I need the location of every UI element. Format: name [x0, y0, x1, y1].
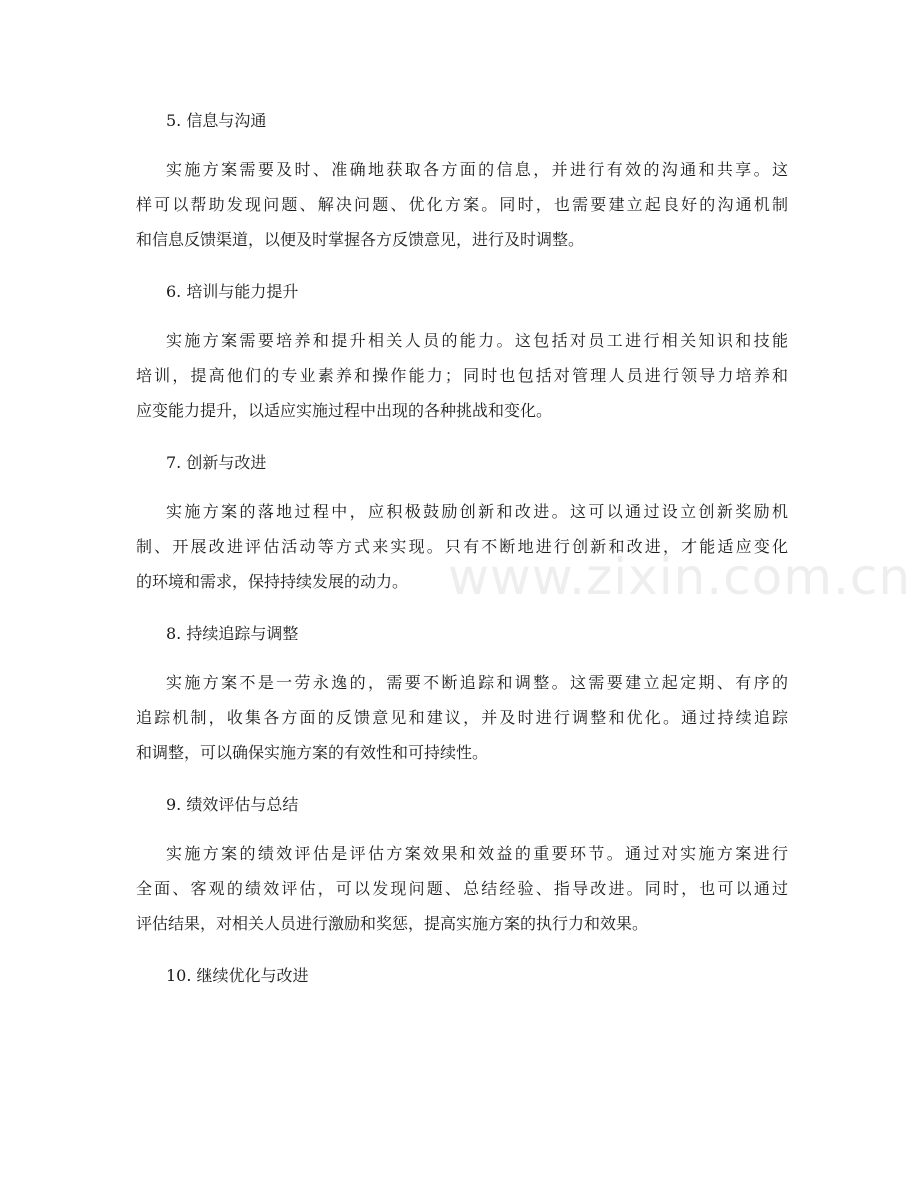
paragraph-line: 追踪机制，收集各方面的反馈意见和建议，并及时进行调整和优化。通过持续追踪 [136, 708, 788, 727]
paragraph-line: 实施方案不是一劳永逸的，需要不断追踪和调整。这需要建立起定期、有序的 [166, 673, 788, 692]
section-heading-8: 8. 持续追踪与调整 [166, 624, 299, 643]
paragraph-line: 实施方案需要及时、准确地获取各方面的信息，并进行有效的沟通和共享。这 [166, 160, 788, 179]
paragraph-line: 评估结果，对相关人员进行激励和奖惩，提高实施方案的执行力和效果。 [136, 914, 649, 933]
paragraph-line: 和调整，可以确保实施方案的有效性和可持续性。 [136, 743, 489, 762]
paragraph-line: 实施方案的落地过程中，应积极鼓励创新和改进。这可以通过设立创新奖励机 [166, 502, 788, 521]
section-heading-7: 7. 创新与改进 [166, 453, 267, 472]
paragraph-line: 样可以帮助发现问题、解决问题、优化方案。同时，也需要建立起良好的沟通机制 [136, 195, 788, 214]
paragraph-line: 培训，提高他们的专业素养和操作能力；同时也包括对管理人员进行领导力培养和 [136, 366, 788, 385]
section-heading-6: 6. 培训与能力提升 [166, 282, 299, 301]
paragraph-line: 实施方案的绩效评估是评估方案效果和效益的重要环节。通过对实施方案进行 [166, 844, 788, 863]
watermark: www.zixin.com.cn [448, 548, 912, 606]
section-paragraph-8 [136, 665, 788, 770]
paragraph-line: 应变能力提升，以适应实施过程中出现的各种挑战和变化。 [136, 401, 553, 420]
paragraph-line: 的环境和需求，保持持续发展的动力。 [136, 572, 409, 591]
section-heading-5: 5. 信息与沟通 [166, 111, 267, 130]
section-heading-10: 10. 继续优化与改进 [166, 966, 309, 985]
section-paragraph-9 [136, 836, 788, 941]
section-heading-9: 9. 绩效评估与总结 [166, 795, 299, 814]
paragraph-line: 全面、客观的绩效评估，可以发现问题、总结经验、指导改进。同时，也可以通过 [136, 879, 788, 898]
section-paragraph-6 [136, 323, 788, 428]
section-paragraph-5 [136, 152, 788, 257]
paragraph-line: 制、开展改进评估活动等方式来实现。只有不断地进行创新和改进，才能适应变化 [136, 537, 788, 556]
paragraph-line: 和信息反馈渠道，以便及时掌握各方反馈意见，进行及时调整。 [136, 230, 585, 249]
section-paragraph-7 [136, 494, 788, 599]
paragraph-line: 实施方案需要培养和提升相关人员的能力。这包括对员工进行相关知识和技能 [166, 331, 788, 350]
